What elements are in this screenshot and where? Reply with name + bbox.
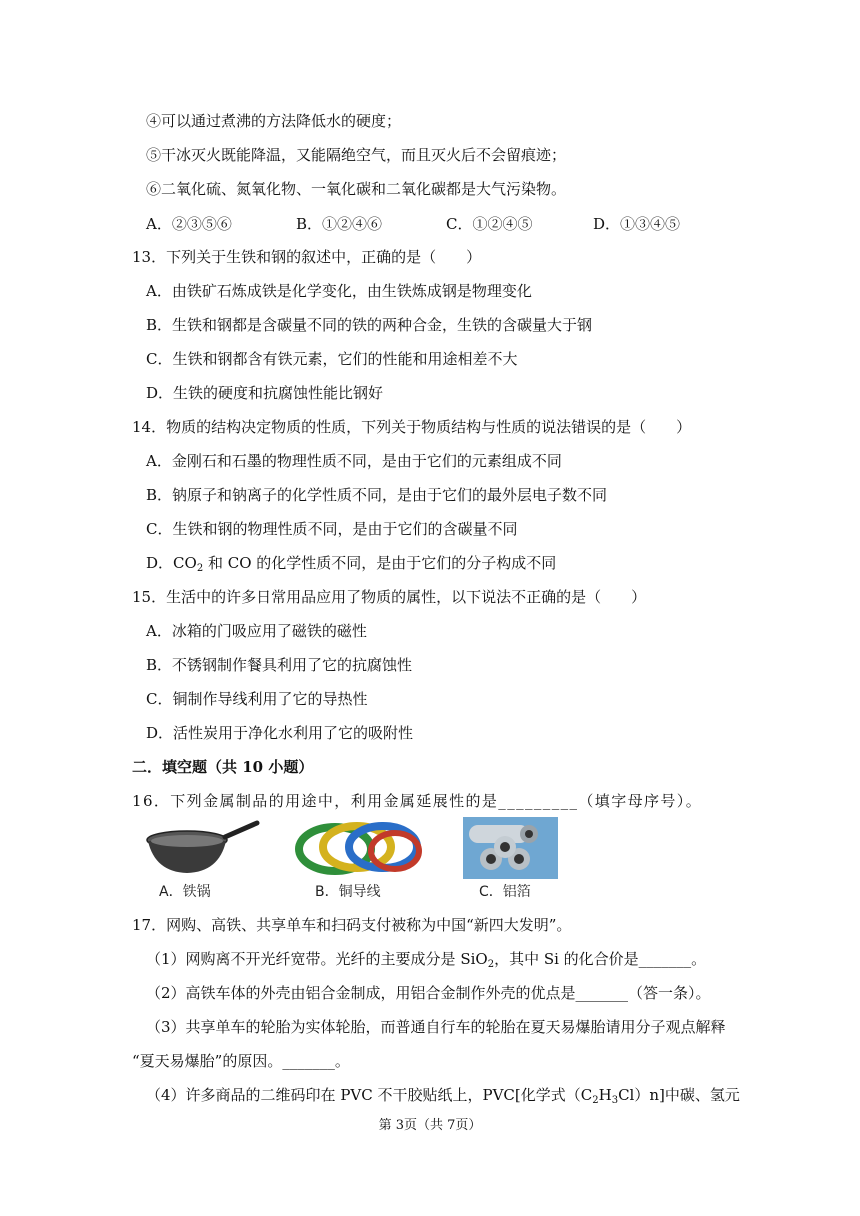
q15-option-b: B．不锈钢制作餐具利用了它的抗腐蚀性 xyxy=(146,656,413,674)
q14-stem: 14．物质的结构决定物质的性质，下列关于物质结构与性质的说法错误的是（ ） xyxy=(132,418,692,436)
aluminum-foil-image xyxy=(463,817,558,879)
q17-part-4: （4）许多商品的二维码印在 PVC 不干胶贴纸上，PVC[化学式$(C_2H_3Cl)n$]中碳、氢元 xyxy=(146,1086,740,1106)
q14-option-a: A．金刚石和石墨的物理性质不同，是由于它们的元素组成不同 xyxy=(146,452,562,470)
section-heading: 二．填空题（共 10 小题） xyxy=(132,758,314,776)
q16-stem: 16．下列金属制品的用途中，利用金属延展性的是_________（填字母序号）。 xyxy=(132,792,703,810)
q13-option-b: B．生铁和钢都是含碳量不同的铁的两种合金，生铁的含碳量大于钢 xyxy=(146,316,593,334)
q15-option-c: C．铜制作导线利用了它的导热性 xyxy=(146,690,368,708)
statement-4: ④可以通过煮沸的方法降低水的硬度； xyxy=(146,112,402,130)
q12-option-d: D．①③④⑤ xyxy=(593,215,681,233)
q13-option-a: A．由铁矿石炼成铁是化学变化，由生铁炼成钢是物理变化 xyxy=(146,282,532,300)
q12-options xyxy=(146,213,746,233)
q15-option-a: A．冰箱的门吸应用了磁铁的磁性 xyxy=(146,622,367,640)
statement-6: ⑥二氧化硫、氮氧化物、一氧化碳和二氧化碳都是大气污染物。 xyxy=(146,180,567,198)
q12-option-b: B．①②④⑥ xyxy=(296,215,383,233)
q12-option-c: C．①②④⑤ xyxy=(446,215,533,233)
q14-option-d: D．$CO_2$ 和 CO 的化学性质不同，是由于它们的分子构成不同 xyxy=(146,554,557,574)
q17-part-3-cont: “夏天易爆胎”的原因。_______。 xyxy=(132,1052,350,1070)
q13-option-d: D．生铁的硬度和抗腐蚀性能比钢好 xyxy=(146,384,384,402)
wok-image xyxy=(145,817,260,877)
caption-b: B．铜导线 xyxy=(315,884,381,900)
q17-part-1: （1）网购离不开光纤宽带。光纤的主要成分是 SiO$_2$，其中 Si 的化合价是_______。 xyxy=(146,950,707,970)
statement-5: ⑤干冰灭火既能降温，又能隔绝空气，而且灭火后不会留痕迹； xyxy=(146,146,567,164)
q17-part-3: （3）共享单车的轮胎为实体轮胎，而普通自行车的轮胎在夏天易爆胎请用分子观点解释 xyxy=(146,1018,726,1036)
q12-option-a: A．②③⑤⑥ xyxy=(146,215,232,233)
q14-option-c: C．生铁和钢的物理性质不同，是由于它们的含碳量不同 xyxy=(146,520,518,538)
q17-part-2: （2）高铁车体的外壳由铝合金制成，用铝合金制作外壳的优点是_______（答一条）。 xyxy=(146,984,711,1002)
q16-figures xyxy=(145,817,565,902)
q15-option-d: D．活性炭用于净化水利用了它的吸附性 xyxy=(146,724,414,742)
q13-option-c: C．生铁和钢都含有铁元素，它们的性能和用途相差不大 xyxy=(146,350,518,368)
caption-c: C．铝箔 xyxy=(479,884,531,900)
q13-stem: 13．下列关于生铁和钢的叙述中，正确的是（ ） xyxy=(132,248,482,266)
q14-option-b: B．钠原子和钠离子的化学性质不同，是由于它们的最外层电子数不同 xyxy=(146,486,608,504)
q15-stem: 15．生活中的许多日常用品应用了物质的属性，以下说法不正确的是（ ） xyxy=(132,588,647,606)
q17-stem: 17．网购、高铁、共享单车和扫码支付被称为中国“新四大发明”。 xyxy=(132,916,572,934)
page-footer: 第 3页（共 7页） xyxy=(378,1118,482,1133)
caption-a: A．铁锅 xyxy=(159,884,211,900)
copper-wire-image xyxy=(295,817,425,877)
